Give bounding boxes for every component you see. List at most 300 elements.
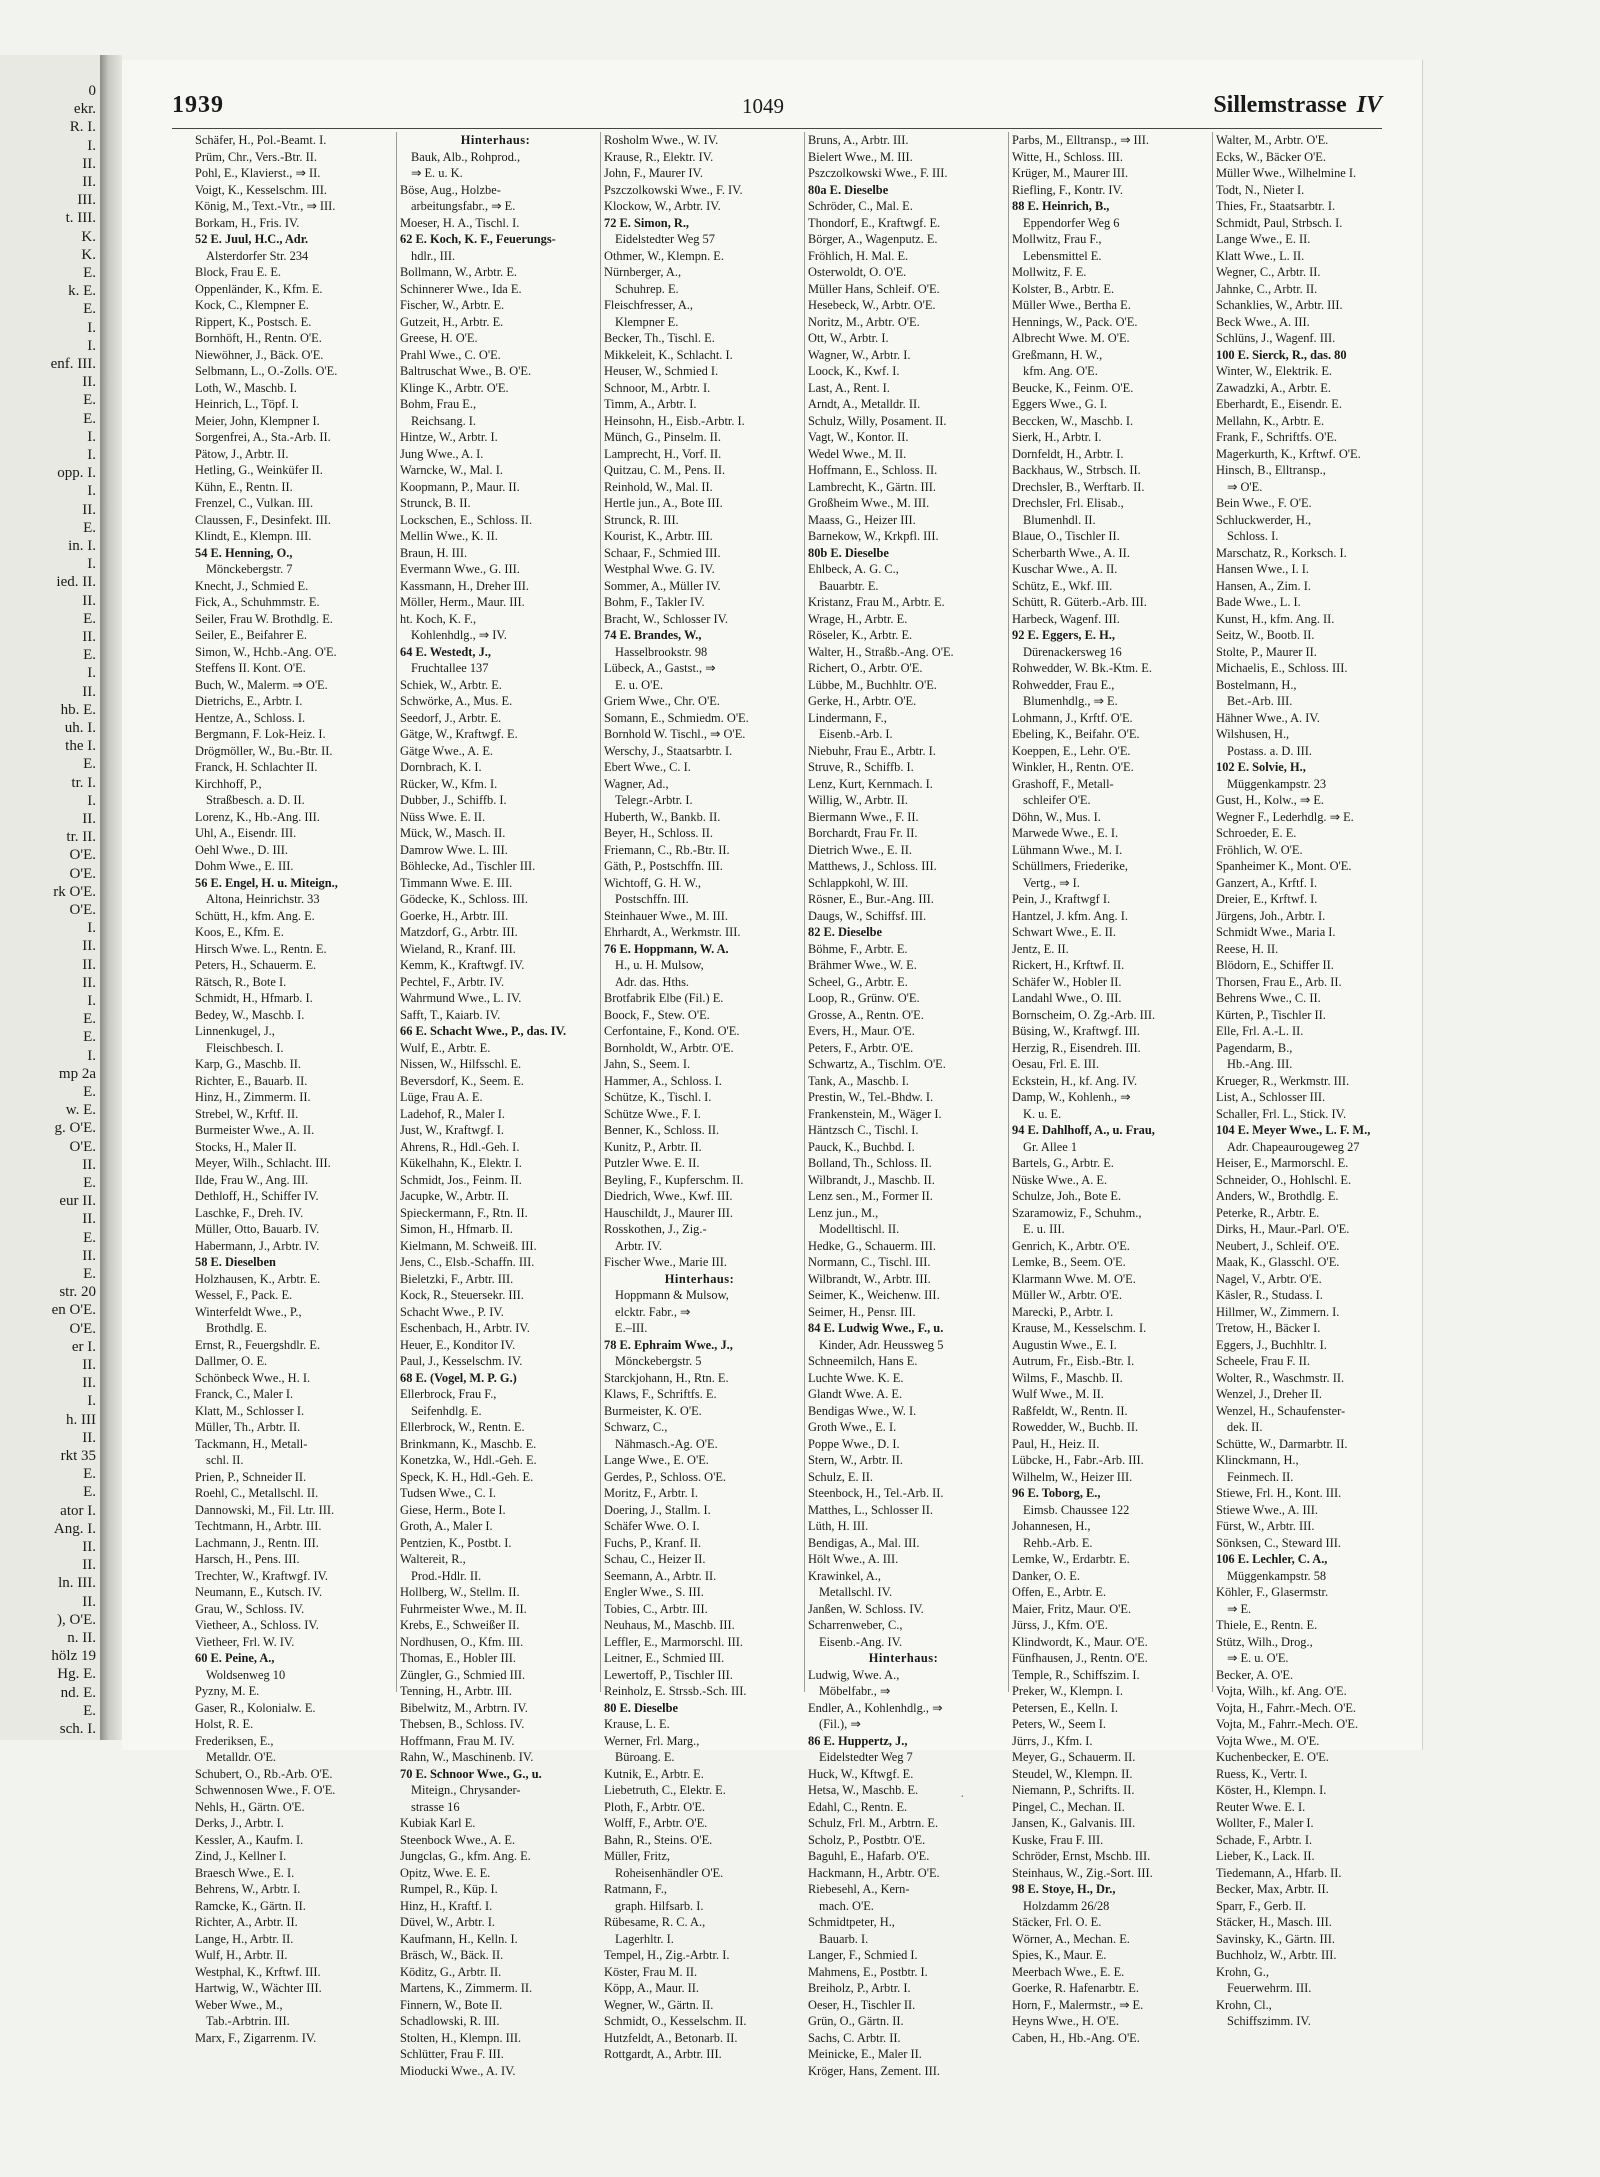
directory-entry: Wollter, F., Maler I. xyxy=(1216,1816,1314,1830)
directory-entry: Oppenländer, K., Kfm. E. xyxy=(195,281,323,296)
directory-entry: Kock, R., Steuersekr. III. xyxy=(400,1288,524,1302)
directory-entry: Westphal, K., Krftwf. III. xyxy=(195,1964,321,1979)
directory-entry: E. u. O'E. xyxy=(615,677,664,692)
directory-entry: Schlüns, J., Wagenf. III. xyxy=(1216,331,1336,345)
directory-entry: Kaufmann, H., Kelln. I. xyxy=(400,1931,518,1946)
directory-entry: Brotfabrik Elbe (Fil.) E. xyxy=(604,991,724,1005)
directory-entry: Steinhaus, W., Zig.-Sort. III. xyxy=(1012,1865,1153,1880)
directory-entry: Rübesame, R. C. A., xyxy=(604,1915,706,1929)
directory-entry: Wessel, F., Pack. E. xyxy=(195,1288,293,1302)
directory-entry: Blödorn, E., Schiffer II. xyxy=(1216,958,1334,972)
directory-entry: Seedorf, J., Arbtr. E. xyxy=(400,710,502,725)
directory-entry: strasse 16 xyxy=(411,1799,460,1814)
directory-entry: Rumpel, R., Küp. I. xyxy=(400,1882,498,1896)
directory-entry: Stiewe, Frl. H., Kont. III. xyxy=(1216,1486,1342,1500)
directory-entry: Trechter, W., Kraftwgf. IV. xyxy=(195,1568,329,1583)
directory-entry: Paul, J., Kesselschm. IV. xyxy=(400,1354,523,1368)
directory-entry: Burmeister Wwe., A. II. xyxy=(195,1123,315,1137)
directory-entry: Krause, M., Kesselschm. I. xyxy=(1012,1321,1147,1335)
directory-entry: Münch, G., Pinselm. II. xyxy=(604,430,722,444)
margin-fragment: Hg. E. xyxy=(57,1666,96,1683)
directory-entry: Marecki, P., Arbtr. I. xyxy=(1012,1304,1114,1319)
directory-entry: Schmidt, O., Kesselschm. II. xyxy=(604,2014,747,2028)
directory-entry: Ludwig, Wwe. A., xyxy=(808,1667,900,1682)
margin-fragment: O'E. xyxy=(69,1320,96,1337)
directory-entry: Möller, Herm., Maur. III. xyxy=(400,595,525,609)
directory-entry: Schaar, F., Schmied III. xyxy=(604,545,721,560)
directory-entry: Witte, H., Schloss. III. xyxy=(1012,149,1124,164)
directory-entry: Müller Hans, Schleif. O'E. xyxy=(808,281,940,296)
directory-entry: Dornbrach, K. I. xyxy=(400,760,482,774)
directory-entry: Hollberg, W., Stellm. II. xyxy=(400,1585,520,1599)
directory-entry: Hertle jun., A., Bote III. xyxy=(604,496,723,510)
directory-entry: Ilde, Frau W., Ang. III. xyxy=(195,1172,309,1187)
directory-entry: Stocks, H., Maler II. xyxy=(195,1139,297,1154)
directory-entry: ht. Koch, K. F., xyxy=(400,611,477,626)
hinterhaus-heading: Hinterhaus: xyxy=(460,133,531,147)
directory-entry: Baltruschat Wwe., B. O'E. xyxy=(400,364,532,378)
directory-entry: Kinder, Adr. Heussweg 5 xyxy=(819,1337,944,1352)
directory-entry: Neuhaus, M., Maschb. III. xyxy=(604,1618,735,1632)
directory-entry: Riefling, F., Kontr. IV. xyxy=(1012,182,1123,197)
directory-entry: Metalldr. O'E. xyxy=(206,1750,277,1764)
margin-fragment: O'E. xyxy=(69,865,96,882)
directory-entry: Pszczolkowski Wwe., F. III. xyxy=(808,166,948,180)
directory-entry: Hantzel, J. kfm. Ang. I. xyxy=(1012,908,1128,923)
house-number-heading: 74 E. Brandes, W., xyxy=(604,628,702,642)
directory-entry: Sachs, C. Arbtr. II. xyxy=(808,2030,901,2045)
directory-entry: Pätow, J., Arbtr. II. xyxy=(195,446,289,461)
directory-entry: Ahrens, R., Hdl.-Geh. I. xyxy=(400,1139,520,1154)
directory-entry: Greese, H. O'E. xyxy=(400,331,478,345)
directory-entry: Dietrich Wwe., E. II. xyxy=(808,842,913,857)
directory-entry: Rohwedder, Frau E., xyxy=(1012,677,1115,692)
directory-entry: Tiedemann, A., Hfarb. II. xyxy=(1216,1865,1342,1880)
directory-entry: Mönckebergstr. 5 xyxy=(615,1354,702,1368)
directory-entry: Gäth, P., Postschffn. III. xyxy=(604,859,723,873)
directory-entry: Herzig, R., Eisendreh. III. xyxy=(1012,1040,1141,1055)
directory-entry: Schulz, Willy, Posament. II. xyxy=(808,413,947,428)
margin-fragment: mp 2a xyxy=(58,1065,96,1082)
directory-entry: Janßen, W. Schloss. IV. xyxy=(808,1601,924,1616)
directory-entry: Lieber, K., Lack. II. xyxy=(1216,1849,1315,1863)
house-number-heading: 56 E. Engel, H. u. Miteign., xyxy=(195,875,338,890)
directory-entry: Fleischbesch. I. xyxy=(206,1040,284,1055)
directory-entry: Friemann, C., Rb.-Btr. II. xyxy=(604,842,730,857)
directory-entry: Krebs, E., Schweißer II. xyxy=(400,1618,520,1632)
directory-entry: Genrich, K., Arbtr. O'E. xyxy=(1012,1238,1130,1253)
directory-entry: Schmidt Wwe., Maria I. xyxy=(1216,925,1336,939)
directory-entry: Fischer, W., Arbtr. E. xyxy=(400,298,505,312)
directory-entry: Lange, H., Arbtr. II. xyxy=(195,1931,294,1946)
directory-entry: Cerfontaine, F., Kond. O'E. xyxy=(604,1024,740,1038)
directory-entry: Bet.-Arb. III. xyxy=(1227,694,1293,708)
directory-entry: Kuschar Wwe., A. II. xyxy=(1012,562,1118,576)
directory-entry: Matthews, J., Schloss. III. xyxy=(808,859,937,873)
margin-fragment: II. xyxy=(82,1375,96,1392)
directory-entry: Mück, W., Masch. II. xyxy=(400,826,506,840)
directory-entry: Huberth, W., Bankb. II. xyxy=(604,809,721,824)
directory-entry: Wahrmund Wwe., L. IV. xyxy=(400,991,522,1005)
margin-fragment: tr. II. xyxy=(66,829,96,846)
directory-entry: Tab.-Arbtrin. III. xyxy=(206,2014,290,2028)
directory-entry: Beyer, H., Schloss. II. xyxy=(604,826,713,840)
directory-entry: Martens, K., Zimmerm. II. xyxy=(400,1981,533,1995)
directory-entry: Kutnik, E., Arbtr. E. xyxy=(604,1766,704,1781)
hinterhaus-heading: Hinterhaus: xyxy=(868,1651,939,1665)
directory-entry: Griem Wwe., Chr. O'E. xyxy=(604,694,720,708)
directory-entry: Bornhöft, H., Rentn. O'E. xyxy=(195,331,322,345)
directory-entry: Köhler, F., Glasermstr. xyxy=(1216,1585,1329,1599)
directory-entry: Dohm Wwe., E. III. xyxy=(195,859,294,873)
directory-entry: Zind, J., Kellner I. xyxy=(195,1849,287,1863)
margin-fragment: I. xyxy=(87,1047,96,1064)
margin-fragment: II. xyxy=(82,1557,96,1574)
directory-entry: John, F., Maurer IV. xyxy=(604,166,703,180)
margin-fragment: nd. E. xyxy=(60,1684,96,1701)
directory-entry: Schmidt, Paul, Strbsch. I. xyxy=(1216,215,1343,230)
directory-entry: Vojta, Wilh., kf. Ang. O'E. xyxy=(1216,1684,1347,1698)
directory-entry: Nagel, V., Arbtr. O'E. xyxy=(1216,1271,1322,1286)
directory-entry: Richert, O., Arbtr. O'E. xyxy=(808,661,923,675)
margin-fragment: ator I. xyxy=(60,1502,96,1519)
directory-column-3 xyxy=(600,132,795,2061)
margin-fragment: II. xyxy=(82,956,96,973)
directory-entry: Eidelstedter Weg 7 xyxy=(819,1750,913,1764)
margin-fragment: II. xyxy=(82,592,96,609)
directory-entry: Willig, W., Arbtr. II. xyxy=(808,793,908,807)
directory-entry: Schröder, C., Mal. E. xyxy=(808,199,913,213)
directory-entry: Schwartz, A., Tischlm. O'E. xyxy=(808,1057,946,1071)
directory-entry: Borchardt, Frau Fr. II. xyxy=(808,826,918,840)
directory-entry: Thorsen, Frau E., Arb. II. xyxy=(1216,974,1342,989)
directory-entry: Loop, R., Grünw. O'E. xyxy=(808,991,920,1005)
directory-entry: Klindt, E., Klempn. III. xyxy=(195,529,312,543)
directory-entry: Ellerbrock, W., Rentn. E. xyxy=(400,1420,525,1434)
directory-entry: Müller W., Arbtr. O'E. xyxy=(1012,1288,1122,1302)
directory-entry: Koeppen, E., Lehr. O'E. xyxy=(1012,743,1131,758)
directory-entry: Nürnberger, A., xyxy=(604,265,682,279)
margin-fragment: str. 20 xyxy=(59,1284,96,1301)
house-number-heading: 70 E. Schnoor Wwe., G., u. xyxy=(400,1766,542,1781)
directory-entry: Döhn, W., Mus. I. xyxy=(1012,809,1101,824)
directory-entry: Parbs, M., Elltransp., ⇒ III. xyxy=(1012,133,1150,147)
directory-entry: Kuske, Frau F. III. xyxy=(1012,1832,1104,1847)
directory-entry: Schröder, Ernst, Mschb. III. xyxy=(1012,1849,1151,1863)
directory-entry: Meyer, G., Schauerm. II. xyxy=(1012,1750,1136,1764)
margin-fragment: II. xyxy=(82,374,96,391)
directory-entry: Köditz, G., Arbtr. II. xyxy=(400,1964,502,1979)
directory-entry: Kristanz, Frau M., Arbtr. E. xyxy=(808,595,945,609)
directory-entry: Elle, Frl. A.-L. II. xyxy=(1216,1024,1304,1038)
directory-entry: Käsler, R., Studass. I. xyxy=(1216,1288,1323,1302)
margin-fragment: 0 xyxy=(88,83,96,99)
directory-entry: Kassmann, H., Dreher III. xyxy=(400,578,530,593)
directory-entry: Dubber, J., Schiffb. I. xyxy=(400,793,507,807)
directory-entry: Zawadzki, A., Arbtr. E. xyxy=(1216,380,1331,395)
directory-entry: Hinz, H., Kraftf. I. xyxy=(400,1898,493,1913)
directory-entry: Timmann Wwe. E. III. xyxy=(400,875,513,890)
directory-entry: Niemann, P., Schrifts. II. xyxy=(1012,1783,1135,1797)
directory-entry: Ebeling, K., Beifahr. O'E. xyxy=(1012,727,1140,741)
directory-entry: Wagner, Ad., xyxy=(604,776,669,791)
directory-entry: Schütz, E., Wkf. III. xyxy=(1012,578,1113,593)
directory-entry: Wolff, F., Arbtr. O'E. xyxy=(604,1816,708,1830)
page-header xyxy=(122,92,1422,124)
directory-entry: Spieckermann, F., Rtn. II. xyxy=(400,1205,528,1220)
directory-entry: Pyzny, M. E. xyxy=(195,1684,260,1698)
directory-entry: Langer, F., Schmied I. xyxy=(808,1948,918,1962)
directory-entry: Steenbock Wwe., A. E. xyxy=(400,1832,516,1847)
directory-entry: Dethloff, H., Schiffer IV. xyxy=(195,1189,319,1203)
directory-entry: Linnenkugel, J., xyxy=(195,1024,275,1038)
directory-entry: Warncke, W., Mal. I. xyxy=(400,463,503,477)
directory-column-6 xyxy=(1212,132,1407,2028)
margin-fragment: II. xyxy=(82,501,96,518)
directory-entry: ⇒ O'E. xyxy=(1227,479,1263,494)
house-number-heading: 94 E. Dahlhoff, A., u. Frau, xyxy=(1012,1123,1155,1137)
directory-entry: Schönbeck Wwe., H. I. xyxy=(195,1370,311,1385)
directory-entry: Jürgens, Joh., Arbtr. I. xyxy=(1216,908,1326,923)
directory-entry: Johannesen, H., xyxy=(1012,1519,1091,1533)
directory-entry: Wegner F., Lederhdlg. ⇒ E. xyxy=(1216,809,1354,824)
house-number-heading: 68 E. (Vogel, M. P. G.) xyxy=(400,1370,517,1385)
margin-fragment: I. xyxy=(87,137,96,154)
directory-entry: Ecks, W., Bäcker O'E. xyxy=(1216,149,1326,164)
directory-entry: Uhl, A., Eisendr. III. xyxy=(195,826,297,840)
margin-fragment: II. xyxy=(82,629,96,645)
header-rule xyxy=(172,128,1382,129)
directory-entry: Dirks, H., Maur.-Parl. O'E. xyxy=(1216,1222,1350,1236)
directory-entry: Meerbach Wwe., E. E. xyxy=(1012,1964,1125,1979)
directory-entry: Frankenstein, M., Wäger I. xyxy=(808,1106,942,1121)
directory-entry: H., u. H. Mulsow, xyxy=(615,958,704,972)
directory-entry: Dreier, E., Krftwf. I. xyxy=(1216,892,1318,906)
directory-entry: Pauck, K., Buchbd. I. xyxy=(808,1139,915,1154)
margin-fragment: E. xyxy=(83,1229,96,1246)
directory-entry: Peterke, R., Arbtr. E. xyxy=(1216,1205,1320,1220)
directory-entry: Reinholz, E. Strssb.-Sch. III. xyxy=(604,1684,747,1698)
directory-entry: Tenning, H., Arbtr. III. xyxy=(400,1684,513,1698)
directory-entry: Schäfer, H., Pol.-Beamt. I. xyxy=(195,133,327,147)
margin-fragment: h. III xyxy=(66,1411,96,1428)
directory-entry: Eckstein, H., kf. Ang. IV. xyxy=(1012,1073,1138,1088)
directory-entry: Jürss, J., Kfm. O'E. xyxy=(1012,1618,1108,1632)
directory-entry: Winterfeldt Wwe., P., xyxy=(195,1304,302,1319)
margin-fragment: II. xyxy=(82,683,96,700)
directory-column-4 xyxy=(804,132,999,2078)
directory-entry: Reinhold, W., Mal. II. xyxy=(604,479,713,494)
margin-fragment: O'E. xyxy=(69,902,96,918)
directory-entry: Burmeister, K. O'E. xyxy=(604,1403,702,1418)
directory-entry: Szaramowiz, F., Schuhm., xyxy=(1012,1205,1142,1220)
directory-entry: Glandt Wwe. A. E. xyxy=(808,1387,903,1401)
directory-entry: Müller Wwe., Wilhelmine I. xyxy=(1216,166,1357,180)
directory-entry: Caben, H., Hb.-Ang. O'E. xyxy=(1012,2030,1140,2045)
directory-entry: Hartwig, W., Wächter III. xyxy=(195,1981,322,1995)
house-number-heading: 96 E. Toborg, E., xyxy=(1012,1486,1101,1500)
margin-fragment: E. xyxy=(83,1011,96,1028)
directory-entry: Klatt, M., Schlosser I. xyxy=(195,1403,305,1418)
directory-entry: Ebert Wwe., C. I. xyxy=(604,760,691,774)
directory-entry: Lange Wwe., E. O'E. xyxy=(604,1453,709,1467)
margin-fragment: E. xyxy=(83,1084,96,1100)
directory-entry: Lewertoff, P., Tischler III. xyxy=(604,1667,733,1682)
margin-fragment: I. xyxy=(87,792,96,809)
directory-entry: Schwennosen Wwe., F. O'E. xyxy=(195,1783,336,1797)
directory-entry: Moeser, H. A., Tischl. I. xyxy=(400,215,520,230)
directory-entry: Prüm, Chr., Vers.-Btr. II. xyxy=(195,149,317,164)
margin-fragment: E. xyxy=(83,1702,96,1719)
directory-entry: Westphal Wwe. G. IV. xyxy=(604,562,715,576)
directory-entry: Miteign., Chrysander- xyxy=(411,1783,521,1797)
directory-entry: Prahl Wwe., C. O'E. xyxy=(400,347,501,362)
directory-entry: Grashoff, F., Metall- xyxy=(1012,776,1114,791)
directory-entry: Huck, W., Kftwgf. E. xyxy=(808,1766,914,1781)
directory-entry: Fröhlich, H. Mal. E. xyxy=(808,248,909,263)
margin-fragment: ln. III. xyxy=(58,1575,96,1592)
directory-entry: Seiler, E., Beifahrer E. xyxy=(195,628,308,642)
directory-entry: Hetsa, W., Maschb. E. xyxy=(808,1783,919,1797)
directory-entry: Normann, C., Tischl. III. xyxy=(808,1255,931,1269)
directory-entry: Fuhrmeister Wwe., M. II. xyxy=(400,1601,527,1616)
directory-entry: Bornscheim, O. Zg.-Arb. III. xyxy=(1012,1007,1156,1022)
directory-entry: Jens, C., Elsb.-Schaffn. III. xyxy=(400,1255,535,1269)
directory-entry: Mönckebergstr. 7 xyxy=(206,562,293,576)
margin-fragment: II. xyxy=(82,1156,96,1173)
directory-entry: Beversdorf, K., Seem. E. xyxy=(400,1073,524,1088)
directory-entry: Feinmech. II. xyxy=(1227,1469,1294,1484)
house-number-heading: 76 E. Hoppmann, W. A. xyxy=(604,941,729,956)
directory-entry: Rösner, E., Bur.-Ang. III. xyxy=(808,892,934,906)
directory-entry: Thomas, E., Hobler III. xyxy=(400,1651,516,1665)
directory-entry: Hähner Wwe., A. IV. xyxy=(1216,710,1320,725)
directory-entry: Ott, W., Arbtr. I. xyxy=(808,331,889,345)
directory-entry: Becker, A. O'E. xyxy=(1216,1667,1294,1682)
directory-entry: Gaser, R., Kolonialw. E. xyxy=(195,1700,316,1715)
margin-fragment: n. II. xyxy=(67,1630,96,1646)
directory-entry: Steudel, W., Klempn. II. xyxy=(1012,1766,1133,1781)
directory-entry: Walter, M., Arbtr. O'E. xyxy=(1216,133,1329,147)
directory-entry: Schütte, W., Darmarbtr. II. xyxy=(1216,1436,1348,1451)
directory-entry: Techtmann, H., Arbtr. III. xyxy=(195,1519,322,1533)
directory-entry: Timm, A., Arbtr. I. xyxy=(604,397,697,411)
directory-entry: Lemke, W., Erdarbtr. E. xyxy=(1012,1552,1130,1566)
margin-fragment: E. xyxy=(83,410,96,427)
directory-entry: Metallschl. IV. xyxy=(819,1585,893,1599)
directory-entry: Bruns, A., Arbtr. III. xyxy=(808,133,909,147)
directory-entry: Savinsky, K., Gärtn. III. xyxy=(1216,1931,1335,1946)
directory-entry: Groth Wwe., E. I. xyxy=(808,1420,897,1434)
directory-entry: Moritz, F., Arbtr. I. xyxy=(604,1486,698,1500)
directory-entry: Lemke, B., Seem. O'E. xyxy=(1012,1255,1126,1269)
margin-fragment: k. E. xyxy=(68,283,96,300)
directory-entry: Schüllmers, Friederike, xyxy=(1012,859,1128,873)
directory-entry: Petersen, E., Kelln. I. xyxy=(1012,1700,1118,1715)
directory-entry: Vagt, W., Kontor. II. xyxy=(808,430,909,444)
directory-entry: Schütt, H., kfm. Ang. E. xyxy=(195,908,315,923)
directory-entry: Bartels, G., Arbtr. E. xyxy=(1012,1156,1114,1170)
directory-entry: Pszczolkowski Wwe., F. IV. xyxy=(604,182,743,197)
directory-entry: Mioducki Wwe., A. IV. xyxy=(400,2063,516,2078)
house-number-heading: 58 E. Dieselben xyxy=(195,1255,276,1269)
directory-entry: Wulf, E., Arbtr. E. xyxy=(400,1040,491,1055)
directory-entry: Rosskothen, J., Zig.- xyxy=(604,1222,707,1236)
directory-entry: Jungclas, G., kfm. Ang. E. xyxy=(400,1849,531,1863)
directory-entry: Liebetruth, C., Elektr. E. xyxy=(604,1783,726,1797)
directory-entry: Opitz, Wwe. E. E. xyxy=(400,1865,491,1880)
directory-entry: Hansen, A., Zim. I. xyxy=(1216,578,1311,593)
directory-entry: Köster, Frau M. II. xyxy=(604,1964,698,1979)
margin-fragment: I. xyxy=(87,993,96,1009)
directory-entry: Temple, R., Schiffszim. I. xyxy=(1012,1667,1140,1682)
directory-entry: Schulze, Joh., Bote E. xyxy=(1012,1189,1122,1203)
directory-entry: Altona, Heinrichstr. 33 xyxy=(206,892,320,906)
directory-entry: Simon, H., Hfmarb. II. xyxy=(400,1222,513,1236)
directory-entry: Engler Wwe., S. III. xyxy=(604,1585,704,1599)
previous-page-edge xyxy=(0,55,102,1740)
directory-entry: Horn, F., Malermstr., ⇒ E. xyxy=(1012,1997,1144,2012)
directory-entry: Lebensmittel E. xyxy=(1023,248,1102,263)
directory-entry: Klarmann Wwe. M. O'E. xyxy=(1012,1271,1136,1286)
directory-entry: Klaws, F., Schriftfs. E. xyxy=(604,1387,717,1401)
directory-entry: Fleischfresser, A., xyxy=(604,298,693,312)
directory-entry: Wegner, W., Gärtn. II. xyxy=(604,1997,714,2012)
directory-entry: Stütz, Wilh., Drog., xyxy=(1216,1634,1313,1649)
margin-fragment: E. xyxy=(83,756,96,773)
directory-entry: Riebesehl, A., Kern- xyxy=(808,1882,910,1896)
directory-entry: Prestin, W., Tel.-Bhdw. I. xyxy=(808,1090,934,1104)
directory-entry: Jung Wwe., A. I. xyxy=(400,446,484,461)
directory-entry: Gätge Wwe., A. E. xyxy=(400,743,494,758)
directory-entry: Nüss Wwe. E. II. xyxy=(400,809,486,824)
directory-entry: Kirchhoff, P., xyxy=(195,776,262,791)
directory-entry: Hauschildt, J., Maurer III. xyxy=(604,1205,734,1220)
directory-entry: Seemann, A., Arbtr. II. xyxy=(604,1568,717,1583)
directory-entry: Eisenb.-Ang. IV. xyxy=(819,1634,903,1649)
directory-entry: Bräsch, W., Bäck. II. xyxy=(400,1948,504,1962)
directory-entry: Nissen, W., Hilfsschl. E. xyxy=(400,1057,522,1071)
directory-entry: Block, Frau E. E. xyxy=(195,265,282,279)
directory-entry: Lüth, H. III. xyxy=(808,1519,869,1533)
directory-entry: Mahmens, E., Postbtr. I. xyxy=(808,1964,928,1979)
directory-entry: Beccken, W., Maschb. I. xyxy=(1012,413,1134,428)
house-number-heading: 62 E. Koch, K. F., Feuerungs- xyxy=(400,232,556,246)
directory-entry: Arbtr. IV. xyxy=(615,1238,662,1253)
directory-entry: E. u. III. xyxy=(1023,1222,1065,1236)
directory-entry: Schloss. I. xyxy=(1227,529,1279,543)
directory-entry: Ellerbrock, Frau F., xyxy=(400,1387,497,1401)
directory-entry: Bostelmann, H., xyxy=(1216,677,1297,692)
margin-fragment: II. xyxy=(82,1357,96,1373)
directory-entry: Lachmann, J., Rentn. III. xyxy=(195,1535,319,1550)
directory-entry: Stäcker, Frl. O. E. xyxy=(1012,1915,1102,1929)
directory-entry: Mellahn, K., Arbtr. E. xyxy=(1216,413,1325,428)
margin-fragment: I. xyxy=(87,428,96,445)
directory-entry: Klockow, W., Arbtr. IV. xyxy=(604,199,721,213)
directory-entry: Klempner E. xyxy=(615,314,679,329)
directory-entry: Schäfer W., Hobler II. xyxy=(1012,974,1122,989)
directory-entry: Fürst, W., Arbtr. III. xyxy=(1216,1519,1315,1533)
directory-entry: Rosholm Wwe., W. IV. xyxy=(604,133,719,147)
directory-entry: Voigt, K., Kesselschm. III. xyxy=(195,182,327,197)
directory-entry: Tank, A., Maschb. I. xyxy=(808,1073,909,1088)
directory-entry: Hennings, W., Pack. O'E. xyxy=(1012,314,1138,329)
directory-entry: Neubert, J., Schleif. O'E. xyxy=(1216,1238,1340,1253)
directory-entry: Krohn, G., xyxy=(1216,1964,1269,1979)
directory-entry: Selbmann, L., O.-Zolls. O'E. xyxy=(195,364,338,378)
directory-entry: Klinge K., Arbtr. O'E. xyxy=(400,380,509,395)
